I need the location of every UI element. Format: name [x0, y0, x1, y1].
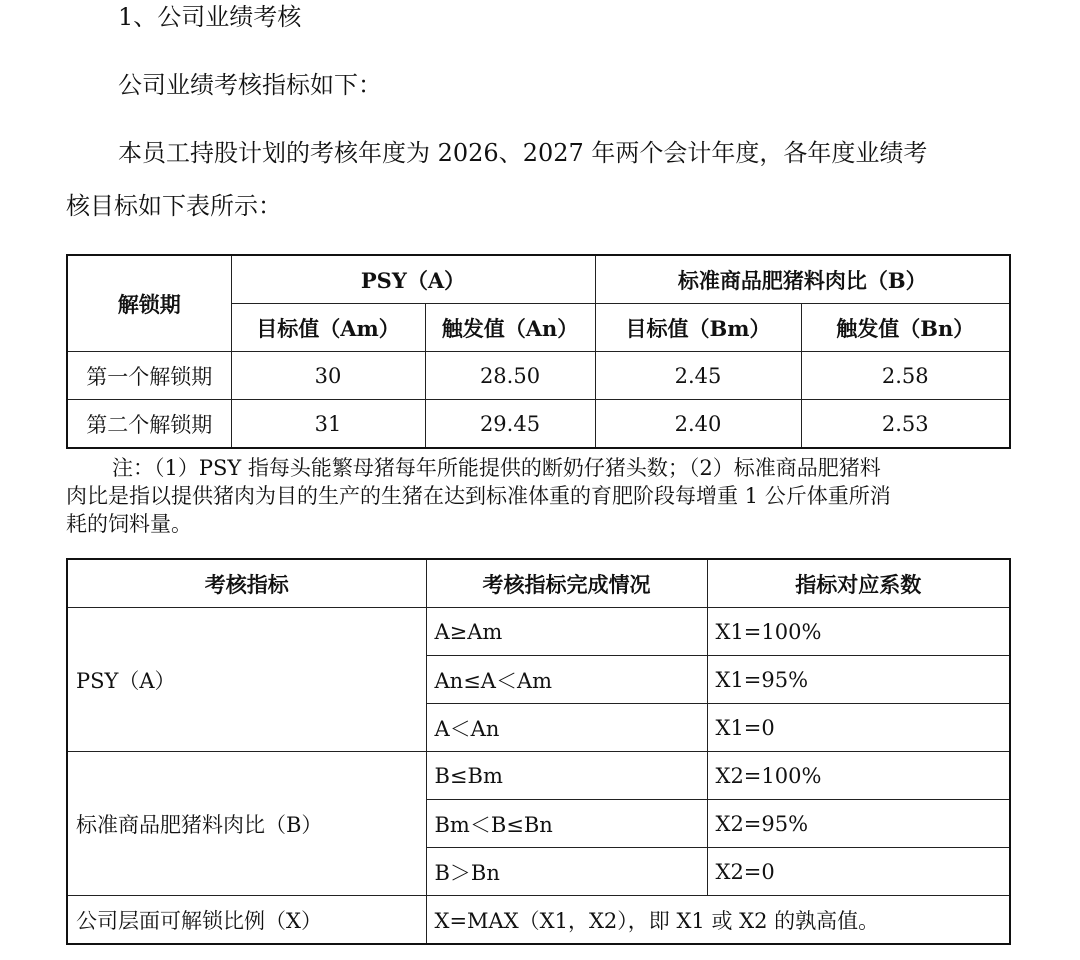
condition-cell: B≤Bm	[426, 752, 707, 800]
period-cell: 第二个解锁期	[67, 400, 231, 449]
header-am: 目标值（Am）	[231, 304, 425, 352]
table-note	[66, 454, 1006, 538]
header-bn: 触发值（Bn）	[801, 304, 1010, 352]
note-line-1: 注：（1）PSY 指每头能繁母猪每年所能提供的断奶仔猪头数；（2）标准商品肥猪料	[112, 456, 881, 480]
table-row	[67, 352, 1010, 400]
am-cell: 31	[231, 400, 425, 449]
section-heading: 1、公司业绩考核	[118, 3, 302, 31]
intro-text: 公司业绩考核指标如下：	[118, 71, 382, 99]
bm-cell: 2.40	[595, 400, 801, 449]
header-indicator: 考核指标	[67, 559, 426, 608]
coefficient-cell: X1=100%	[707, 608, 1010, 656]
coefficient-cell: X2=100%	[707, 752, 1010, 800]
coefficient-cell: X1=0	[707, 704, 1010, 752]
table-row	[67, 896, 1010, 945]
condition-cell: A＜An	[426, 704, 707, 752]
psy-indicator-cell: PSY（A）	[67, 608, 426, 752]
note-line-3: 耗的饲料量。	[66, 512, 192, 536]
ratio-indicator-cell: 标准商品肥猪料肉比（B）	[67, 752, 426, 896]
company-ratio-formula: X=MAX（X1，X2），即 X1 或 X2 的孰高值。	[426, 896, 1010, 945]
note-line-2: 肉比是指以提供猪肉为目的生产的生猪在达到标准体重的育肥阶段每增重 1 公斤体重所消	[66, 484, 891, 508]
period-cell: 第一个解锁期	[67, 352, 231, 400]
an-cell: 28.50	[425, 352, 595, 400]
header-unlock-period: 解锁期	[67, 255, 231, 352]
header-completion: 考核指标完成情况	[426, 559, 707, 608]
coefficient-table	[66, 558, 1011, 945]
bn-cell: 2.53	[801, 400, 1010, 449]
company-ratio-label: 公司层面可解锁比例（X）	[67, 896, 426, 945]
am-cell: 30	[231, 352, 425, 400]
header-bm: 目标值（Bm）	[595, 304, 801, 352]
table-row	[67, 608, 1010, 656]
condition-cell: An≤A＜Am	[426, 656, 707, 704]
header-ratio-group: 标准商品肥猪料肉比（B）	[595, 255, 1010, 304]
bn-cell: 2.58	[801, 352, 1010, 400]
paragraph-line-1: 本员工持股计划的考核年度为 2026、2027 年两个会计年度，各年度业绩考	[118, 139, 928, 167]
header-psy-group: PSY（A）	[231, 255, 595, 304]
coefficient-cell: X2=0	[707, 848, 1010, 896]
target-table	[66, 254, 1011, 449]
table-row	[67, 752, 1010, 800]
condition-cell: B＞Bn	[426, 848, 707, 896]
paragraph-line-2: 核目标如下表所示：	[66, 192, 282, 220]
coefficient-cell: X1=95%	[707, 656, 1010, 704]
condition-cell: A≥Am	[426, 608, 707, 656]
coefficient-cell: X2=95%	[707, 800, 1010, 848]
an-cell: 29.45	[425, 400, 595, 449]
bm-cell: 2.45	[595, 352, 801, 400]
header-coefficient: 指标对应系数	[707, 559, 1010, 608]
table-row	[67, 400, 1010, 449]
condition-cell: Bm＜B≤Bn	[426, 800, 707, 848]
header-an: 触发值（An）	[425, 304, 595, 352]
